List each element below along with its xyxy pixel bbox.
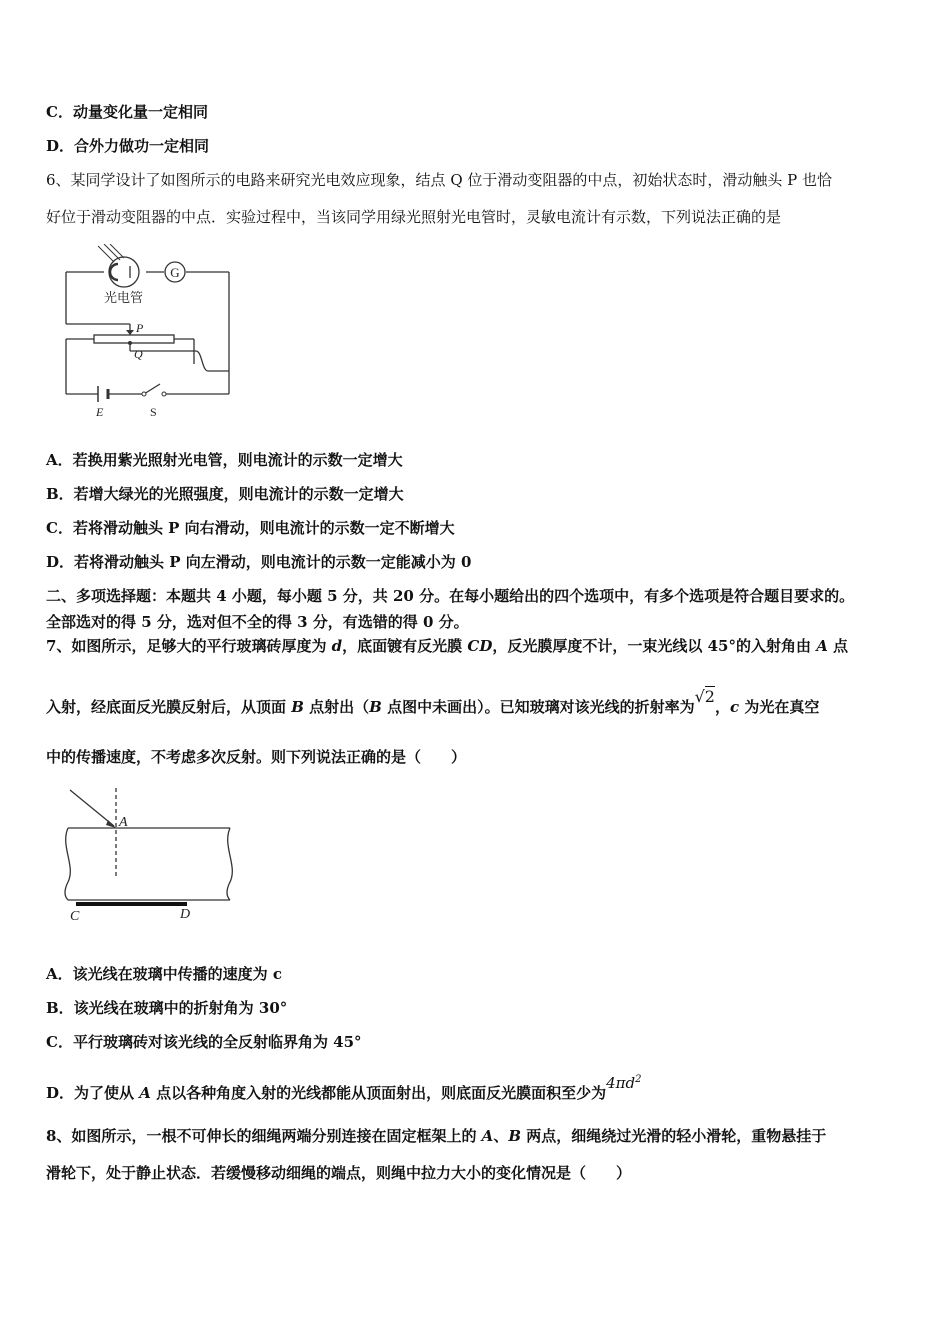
galvanometer-label: G bbox=[170, 265, 180, 280]
q8-stem-line1: 8、如图所示，一根不可伸长的细绳两端分别连接在固定框架上的 A、B 两点，细绳绕过光滑的轻小滑轮，重物悬挂于 bbox=[46, 1127, 827, 1145]
q7-stem-line3: 中的传播速度，不考虑多次反射。则下列说法正确的是（ ） bbox=[46, 748, 467, 766]
area-formula: $4\pi d^2$ bbox=[606, 1074, 642, 1092]
q6-circuit-figure bbox=[46, 244, 246, 424]
slider-p-label: P bbox=[136, 321, 144, 335]
point-d-label: D bbox=[180, 907, 191, 922]
q5-option-c: C．动量变化量一定相同 bbox=[46, 103, 208, 121]
q5-option-d: D．合外力做功一定相同 bbox=[46, 137, 210, 155]
sqrt2-formula: √2 bbox=[694, 687, 715, 706]
q8-stem-line2: 滑轮下，处于静止状态．若缓慢移动细绳的端点，则绳中拉力大小的变化情况是（ ） bbox=[46, 1164, 632, 1182]
q6-option-b: B．若增大绿光的光照强度，则电流计的示数一定增大 bbox=[46, 485, 404, 503]
point-c-label: C bbox=[70, 909, 80, 924]
node-q-label: Q bbox=[134, 347, 143, 361]
q7-option-b: B．该光线在玻璃中的折射角为 30° bbox=[46, 999, 288, 1017]
section2-line2: 全部选对的得 5 分，选对但不全的得 3 分，有选错的得 0 分。 bbox=[46, 613, 469, 631]
section2-line1: 二、多项选择题：本题共 4 小题，每小题 5 分，共 20 分。在每小题给出的四个选项中，有多个选项是符合题目要求的。 bbox=[46, 587, 855, 605]
phototube-label: 光电管 bbox=[104, 290, 144, 305]
q6-option-d: D．若将滑动触头 P 向左滑动，则电流计的示数一定能减小为 0 bbox=[46, 553, 472, 571]
q6-option-a: A．若换用紫光照射光电管，则电流计的示数一定增大 bbox=[46, 451, 403, 469]
q6-stem-line2: 好位于滑动变阻器的中点．实验过程中，当该同学用绿光照射光电管时，灵敏电流计有示数，下列说法正确的是 bbox=[46, 208, 782, 226]
q6-option-c: C．若将滑动触头 P 向右滑动，则电流计的示数一定不断增大 bbox=[46, 519, 455, 537]
phototube-icon bbox=[98, 244, 139, 287]
q7-glass-figure bbox=[50, 786, 240, 926]
q7-option-d: D．为了使从 A 点以各种角度入射的光线都能从顶面射出，则底面反光膜面积至少为$4\pi d^2$ bbox=[46, 1074, 642, 1102]
q7-option-c: C．平行玻璃砖对该光线的全反射临界角为 45° bbox=[46, 1033, 362, 1051]
q7-stem-line2: 入射，经底面反光膜反射后，从顶面 B 点射出（B 点图中未画出）。已知玻璃对该光线的折射率为√2，c 为光在真空 bbox=[46, 687, 820, 716]
point-a-label: A bbox=[119, 815, 128, 830]
q7-stem-line1: 7、如图所示，足够大的平行玻璃砖厚度为 d，底面镀有反光膜 CD，反光膜厚度不计，一束光线以 45°的入射角由 A 点 bbox=[46, 637, 849, 655]
q6-stem-line1: 6、某同学设计了如图所示的电路来研究光电效应现象，结点 Q 位于滑动变阻器的中点，初始状态时，滑动触头 P 也恰 bbox=[46, 171, 833, 189]
q7-option-a: A．该光线在玻璃中传播的速度为 c bbox=[46, 965, 282, 983]
battery-e-label: E bbox=[96, 405, 104, 419]
switch-s-label: S bbox=[150, 405, 157, 419]
